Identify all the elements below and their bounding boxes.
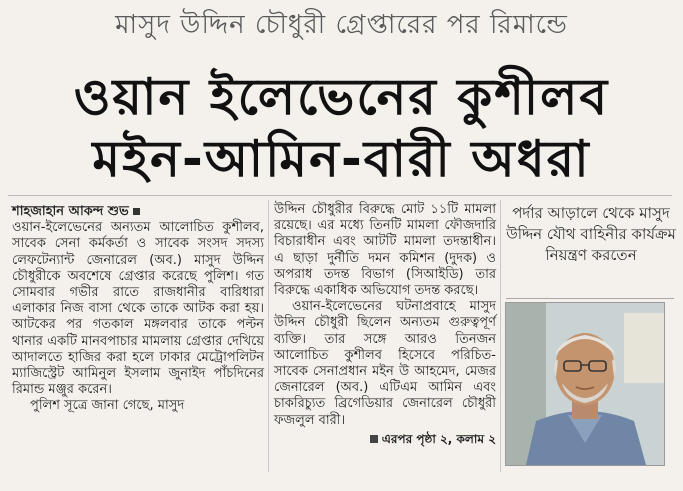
paragraph: উদ্দিন চৌধুরীর বিরুদ্ধে মোট ১১টি মামলা রয়েছে। এর মধ্যে তিনটি মামলা ফৌজদারি বিচারাধীন এবং আটটি মামলা তদন্তাধীন। এ ছাড়া দুর্নীতি দমন কমিশন (দুদক) ও অপরাধ তদন্ত বিভাগ (সিআইডি) তার বিরুদ্ধে একাধিক অভিযোগ তদন্ত করছে। bbox=[274, 202, 496, 299]
article-column-1 bbox=[12, 204, 264, 415]
portrait-photo bbox=[505, 302, 665, 466]
paragraph: ওয়ান-ইলেভেনের ঘটনাপ্রবাহে মাসুদ উদ্দিন চৌধুরী ছিলেন অন্যতম গুরুত্বপূর্ণ ব্যক্তি। তার সঙ্গে আরও তিনজন আলোচিত কুশীলব হিসেবে পরিচিত- সাবেক সেনাপ্রধান মইন উ আহমেদ, মেজর জেনারেল (অব.) এটিএম আমিন এবং চাকরিচ্যুত ব্রিগেডিয়ার জেনারেল চৌধুরী ফজলুল বারী। bbox=[274, 299, 496, 428]
paragraph: ওয়ান-ইলেভেনের অন্যতম আলোচিত কুশীলব, সাবেক সেনা কর্মকর্তা ও সাবেক সংসদ সদস্য লেফটেন্যান্ট জেনারেল (অব.) মাসুদ উদ্দিন চৌধুরীকে অবশেষে গ্রেপ্তার করেছে পুলিশ। গত সোমবার গভীর রাতে রাজধানীর বারিধারা এলাকার নিজ বাসা থেকে তাকে আটক করা হয়। আটকের পর গতকাল মঙ্গলবার তাকে পল্টন থানার একটি মানবপাচার মামলায় গ্রেপ্তার দেখিয়ে আদালতে হাজির করা হলে ঢাকার মেট্রোপলিটন ম্যাজিস্ট্রেট আমিনুল ইসলাম জুনাইদ পাঁচদিনের রিমান্ড মঞ্জুর করেন। bbox=[12, 220, 264, 398]
headline-divider bbox=[8, 195, 672, 196]
column-divider bbox=[500, 200, 501, 472]
byline-name: শাহজাহান আকন্দ শুভ bbox=[12, 204, 129, 219]
pull-quote: পর্দার আড়ালে থেকে মাসুদ উদ্দিন যৌথ বাহিনীর কার্যক্রম নিয়ন্ত্রণ করতেন bbox=[506, 204, 676, 264]
portrait-illustration bbox=[506, 303, 664, 465]
column-divider bbox=[268, 200, 269, 472]
article-column-2 bbox=[274, 202, 496, 447]
paragraph: পুলিশ সূত্রে জানা গেছে, মাসুদ bbox=[30, 398, 185, 414]
byline-square-icon bbox=[133, 208, 140, 215]
continuation-square-icon bbox=[370, 435, 378, 443]
pull-quote-divider bbox=[506, 298, 674, 299]
continuation-label: এরপর পৃষ্ঠা ২, কলাম ২ bbox=[381, 431, 496, 446]
main-headline-line-2: মইন-আমিন-বারী অধরা bbox=[92, 130, 591, 188]
kicker-headline: মাসুদ উদ্দিন চৌধুরী গ্রেপ্তারের পর রিমান্ডে bbox=[115, 10, 568, 40]
continuation-note bbox=[274, 431, 496, 447]
main-headline-line-1: ওয়ান ইলেভেনের কুশীলব bbox=[73, 68, 610, 126]
byline bbox=[12, 204, 264, 220]
